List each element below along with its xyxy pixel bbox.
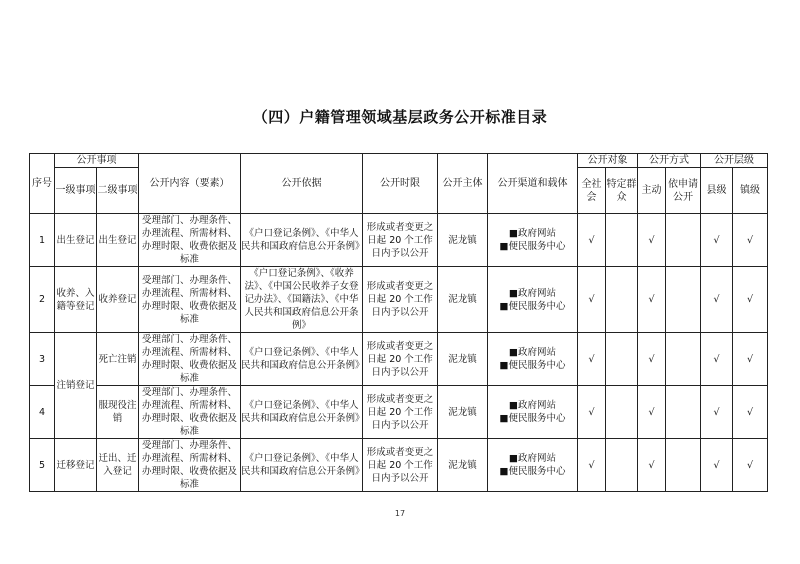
row-check-specific — [606, 214, 638, 267]
header-method: 公开方式 — [638, 154, 701, 168]
row-check-specific — [606, 267, 638, 333]
row-seq: 1 — [30, 214, 55, 267]
row-check-active: √ — [638, 214, 666, 267]
row-level2: 服现役注销 — [97, 386, 139, 439]
header-matter: 公开事项 — [55, 154, 139, 168]
row-check-county: √ — [701, 386, 733, 439]
row-content: 受理部门、办理条件、办理流程、所需材料、办理时限、收费依据及标准 — [139, 439, 241, 492]
row-time: 形成或者变更之日起 20 个工作日内予以公开 — [363, 214, 438, 267]
row-check-all: √ — [578, 267, 606, 333]
row-check-town: √ — [733, 386, 768, 439]
row-time: 形成或者变更之日起 20 个工作日内予以公开 — [363, 386, 438, 439]
row-basis: 《户口登记条例》、《收养法》、《中国公民收养子女登记办法》、《国籍法》、《中华人民共和国政府信息公开条例》 — [241, 267, 363, 333]
row-content: 受理部门、办理条件、办理流程、所需材料、办理时限、收费依据及标准 — [139, 333, 241, 386]
row-check-specific — [606, 439, 638, 492]
header-target-specific: 特定群众 — [606, 168, 638, 214]
row-level2: 收养登记 — [97, 267, 139, 333]
table-row — [30, 386, 768, 439]
row-seq: 2 — [30, 267, 55, 333]
header-level-county: 县级 — [701, 168, 733, 214]
page-title: （四）户籍管理领域基层政务公开标准目录 — [252, 108, 548, 126]
row-check-request — [666, 386, 701, 439]
row-check-town: √ — [733, 439, 768, 492]
row-check-active: √ — [638, 439, 666, 492]
row-check-all: √ — [578, 214, 606, 267]
row-level1: 注销登记 — [55, 333, 97, 439]
header-seq: 序号 — [30, 154, 55, 214]
header-level-town: 镇级 — [733, 168, 768, 214]
row-content: 受理部门、办理条件、办理流程、所需材料、办理时限、收费依据及标准 — [139, 386, 241, 439]
row-check-county: √ — [701, 439, 733, 492]
row-channel: ■政府网站 ■便民服务中心 — [488, 386, 578, 439]
row-check-specific — [606, 333, 638, 386]
row-channel: ■政府网站 ■便民服务中心 — [488, 333, 578, 386]
row-basis: 《户口登记条例》、《中华人民共和国政府信息公开条例》 — [241, 214, 363, 267]
table-row — [30, 214, 768, 267]
row-level2: 死亡注销 — [97, 333, 139, 386]
row-content: 受理部门、办理条件、办理流程、所需材料、办理时限、收费依据及标准 — [139, 214, 241, 267]
header-method-active: 主动 — [638, 168, 666, 214]
table-row — [30, 333, 768, 386]
header-level2: 二级事项 — [97, 168, 139, 214]
row-basis: 《户口登记条例》、《中华人民共和国政府信息公开条例》 — [241, 333, 363, 386]
row-channel: ■政府网站 ■便民服务中心 — [488, 439, 578, 492]
row-check-active: √ — [638, 386, 666, 439]
header-target-all: 全社会 — [578, 168, 606, 214]
row-channel: ■政府网站 ■便民服务中心 — [488, 214, 578, 267]
row-check-town: √ — [733, 333, 768, 386]
row-time: 形成或者变更之日起 20 个工作日内予以公开 — [363, 267, 438, 333]
table-row — [30, 439, 768, 492]
row-seq: 5 — [30, 439, 55, 492]
row-check-all: √ — [578, 333, 606, 386]
row-content: 受理部门、办理条件、办理流程、所需材料、办理时限、收费依据及标准 — [139, 267, 241, 333]
row-check-active: √ — [638, 267, 666, 333]
row-check-request — [666, 214, 701, 267]
row-check-county: √ — [701, 333, 733, 386]
header-subject: 公开主体 — [438, 154, 488, 214]
row-check-town: √ — [733, 214, 768, 267]
row-check-request — [666, 333, 701, 386]
row-time: 形成或者变更之日起 20 个工作日内予以公开 — [363, 333, 438, 386]
row-level2: 出生登记 — [97, 214, 139, 267]
row-check-active: √ — [638, 333, 666, 386]
row-time: 形成或者变更之日起 20 个工作日内予以公开 — [363, 439, 438, 492]
row-check-county: √ — [701, 214, 733, 267]
row-seq: 4 — [30, 386, 55, 439]
row-subject: 泥龙镇 — [438, 333, 488, 386]
table-row — [30, 267, 768, 333]
header-level: 公开层级 — [701, 154, 768, 168]
row-basis: 《户口登记条例》、《中华人民共和国政府信息公开条例》 — [241, 386, 363, 439]
row-check-all: √ — [578, 439, 606, 492]
row-basis: 《户口登记条例》、《中华人民共和国政府信息公开条例》 — [241, 439, 363, 492]
row-level2: 迁出、迁入登记 — [97, 439, 139, 492]
header-content: 公开内容（要素） — [139, 154, 241, 214]
header-level1: 一级事项 — [55, 168, 97, 214]
row-subject: 泥龙镇 — [438, 267, 488, 333]
row-level1: 迁移登记 — [55, 439, 97, 492]
header-time: 公开时限 — [363, 154, 438, 214]
header-method-request: 依申请公开 — [666, 168, 701, 214]
header-target: 公开对象 — [578, 154, 638, 168]
row-check-town: √ — [733, 267, 768, 333]
row-seq: 3 — [30, 333, 55, 386]
row-check-all: √ — [578, 386, 606, 439]
catalog-table — [29, 153, 768, 492]
header-row-1 — [30, 154, 768, 168]
row-check-request — [666, 439, 701, 492]
row-check-county: √ — [701, 267, 733, 333]
row-subject: 泥龙镇 — [438, 439, 488, 492]
row-level1: 收养、入籍等登记 — [55, 267, 97, 333]
row-channel: ■政府网站 ■便民服务中心 — [488, 267, 578, 333]
header-channel: 公开渠道和载体 — [488, 154, 578, 214]
header-basis: 公开依据 — [241, 154, 363, 214]
row-level1: 出生登记 — [55, 214, 97, 267]
row-check-request — [666, 267, 701, 333]
row-subject: 泥龙镇 — [438, 386, 488, 439]
row-check-specific — [606, 386, 638, 439]
row-subject: 泥龙镇 — [438, 214, 488, 267]
page-number: 17 — [394, 509, 406, 518]
